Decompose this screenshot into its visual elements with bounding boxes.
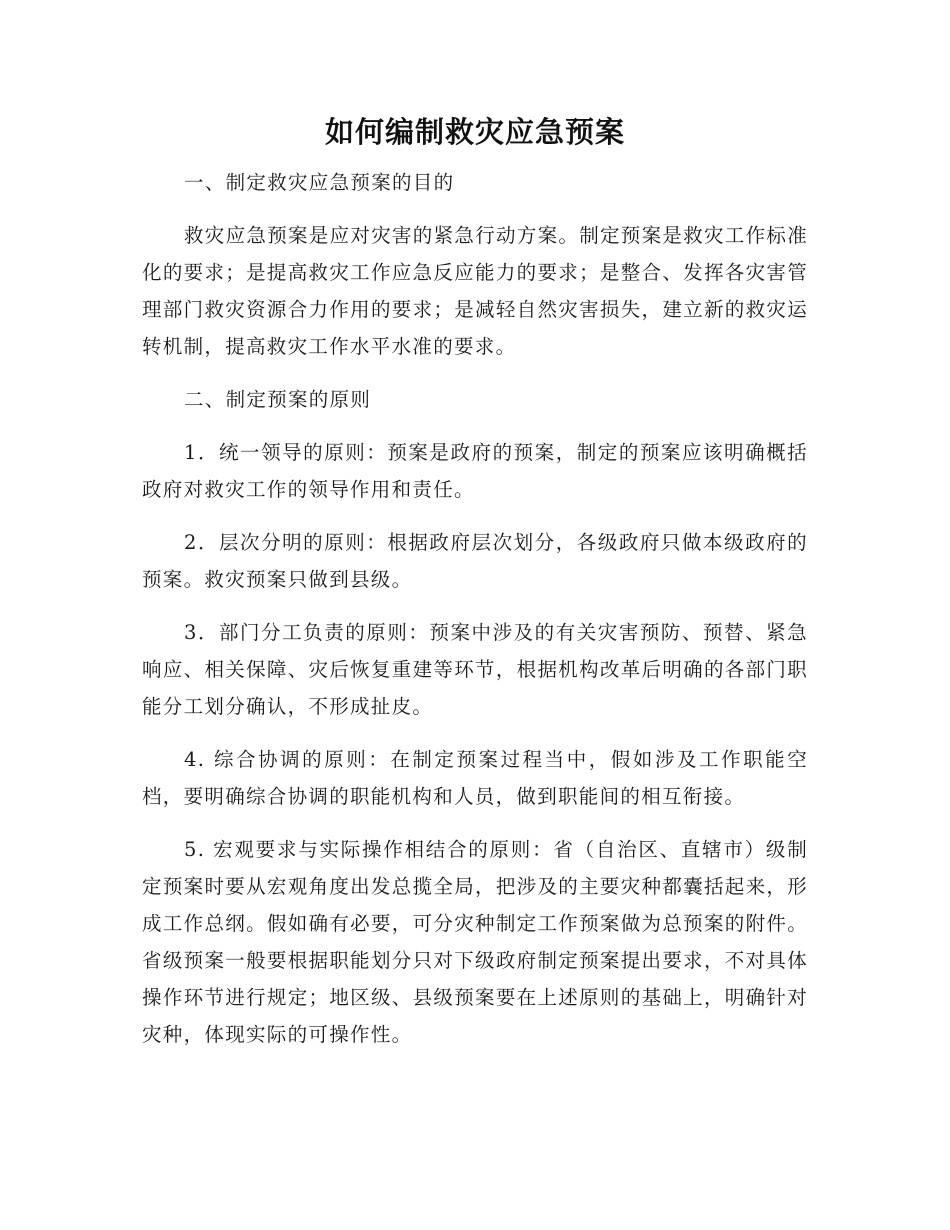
principle-unified-leadership: 1．统一领导的原则：预案是政府的预案，制定的预案应该明确概括政府对救灾工作的领导作用和责任。	[142, 441, 808, 501]
section-heading-purpose: 一、制定救灾应急预案的目的	[184, 171, 455, 194]
paragraph-purpose: 救灾应急预案是应对灾害的紧急行动方案。制定预案是救灾工作标准化的要求；是提高救灾工作应急反应能力的要求；是整合、发挥各灾害管理部门救灾资源合力作用的要求；是减轻自然灾害损失，建立新的救灾运转机制，提高救灾工作水平水准的要求。	[142, 224, 809, 358]
section-heading-principles: 二、制定预案的原则	[184, 388, 372, 411]
principle-coordination: 4. 综合协调的原则：在制定预案过程当中，假如涉及工作职能空档，要明确综合协调的职能机构和人员，做到职能间的相互衔接。	[142, 748, 808, 808]
principle-department-responsibility: 3．部门分工负责的原则：预案中涉及的有关灾害预防、预替、紧急响应、相关保障、灾后恢复重建等环节，根据机构改革后明确的各部门职能分工划分确认，不形成扯皮。	[142, 621, 808, 718]
document-title: 如何编制救灾应急预案	[324, 115, 625, 149]
principle-macro-and-practice: 5. 宏观要求与实际操作相结合的原则：省（自治区、直辖市）级制定预案时要从宏观角度出发总揽全局，把涉及的主要灾种都囊括起来，形成工作总纲。假如确有必要，可分灾种制定工作预案做为总预案的附件。省级预案一般要根据职能划分只对下级政府制定预案提出要求，不对具体操作环节进行规定；地区级、县级预案要在上述原则的基础上，明确针对灾种，体现实际的可操作性。	[142, 838, 808, 1046]
document-body	[142, 164, 808, 1069]
principle-clear-levels: 2．层次分明的原则：根据政府层次划分，各级政府只做本级政府的预案。救灾预案只做到县级。	[142, 531, 808, 591]
